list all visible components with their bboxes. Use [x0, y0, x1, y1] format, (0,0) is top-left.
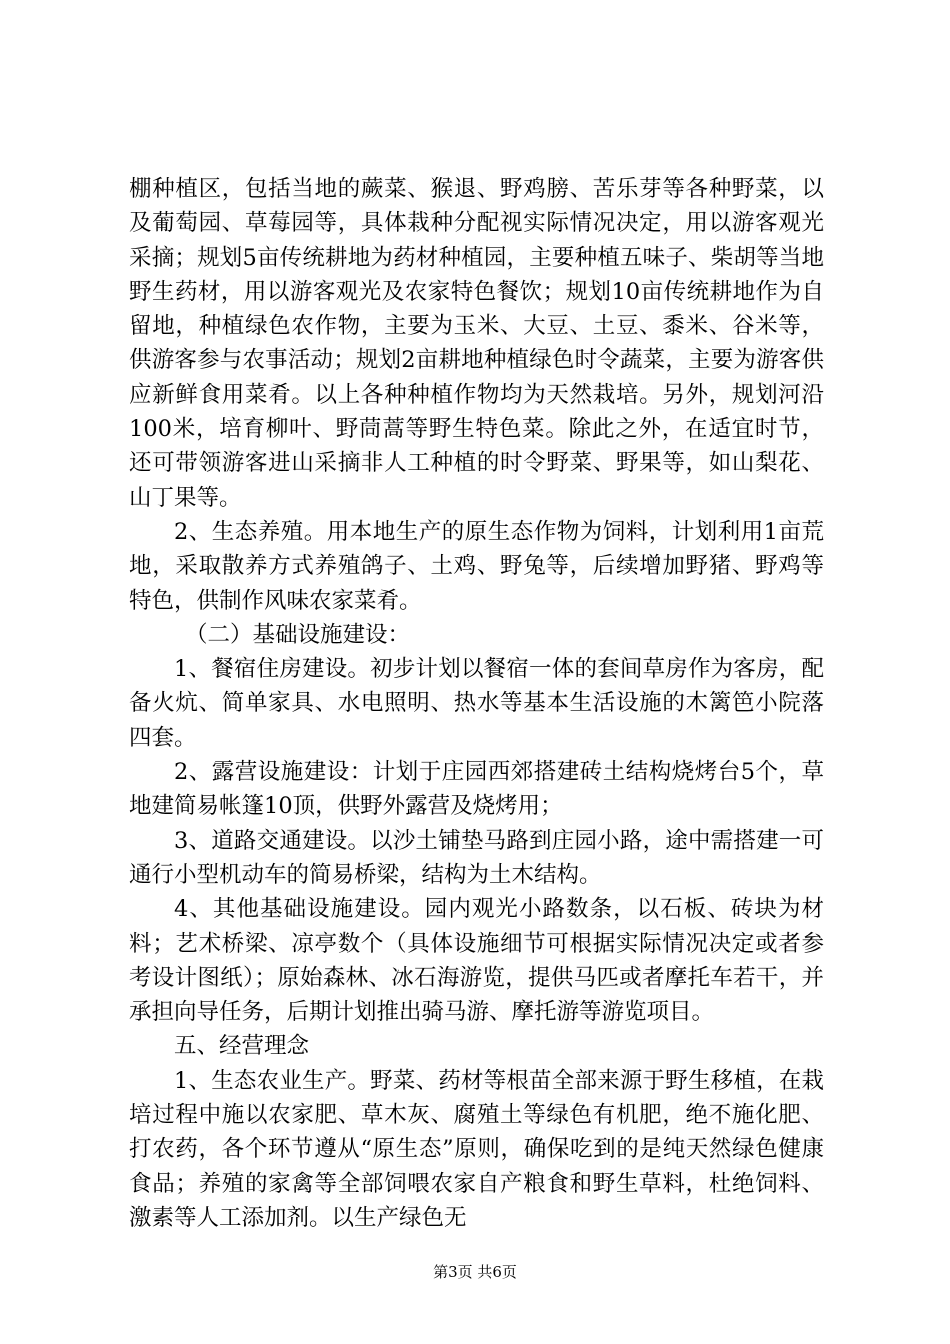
paragraph-lodging-construction: 1、餐宿住房建设。初步计划以餐宿一体的套间草房作为客房，配备火炕、简单家具、水电照明、热水等基本生活设施的木篱笆小院落四套。	[129, 656, 824, 751]
page-number-footer: 第3页 共6页	[433, 1263, 517, 1281]
paragraph-other-infrastructure: 4、其他基础设施建设。园内观光小路数条，以石板、砖块为材料；艺术桥梁、凉亭数个（具体设施细节可根据实际情况决定或者参考设计图纸）；原始森林、冰石海游览，提供马匹或者摩托车若干，并承担向导任务，后期计划推出骑马游、摩托游等游览项目。	[129, 896, 824, 1026]
paragraph-camping-facilities: 2、露营设施建设：计划于庄园西郊搭建砖土结构烧烤台5个，草地建简易帐篷10顶，供野外露营及烧烤用；	[129, 759, 824, 820]
section-heading-business-philosophy: 五、经营理念	[174, 1033, 310, 1060]
section-heading-infrastructure: （二）基础设施建设：	[185, 621, 411, 648]
document-body	[129, 172, 824, 1235]
paragraph-road-construction: 3、道路交通建设。以沙土铺垫马路到庄园小路，途中需搭建一可通行小型机动车的简易桥梁，结构为土木结构。	[129, 827, 824, 888]
paragraph-planting-continued: 棚种植区，包括当地的蕨菜、猴退、野鸡膀、苦乐芽等各种野菜，以及葡萄园、草莓园等，具体栽种分配视实际情况决定，用以游客观光采摘；规划5亩传统耕地为药材种植园，主要种植五味子、柴胡等当地野生药材，用以游客观光及农家特色餐饮；规划10亩传统耕地作为自留地，种植绿色农作物，主要为玉米、大豆、土豆、黍米、谷米等，供游客参与农事活动；规划2亩耕地种植绿色时令蔬菜，主要为游客供应新鲜食用菜肴。以上各种种植作物均为天然栽培。另外，规划河沿100米，培育柳叶、野茼蒿等野生特色菜。除此之外，在适宜时节，还可带领游客进山采摘非人工种植的时令野菜、野果等，如山梨花、山丁果等。	[129, 176, 824, 511]
paragraph-ecological-agriculture: 1、生态农业生产。野菜、药材等根苗全部来源于野生移植，在栽培过程中施以农家肥、草木灰、腐殖土等绿色有机肥，绝不施化肥、打农药，各个环节遵从“原生态”原则，确保吃到的是纯天然绿色健康食品；养殖的家禽等全部饲喂农家自产粮食和野生草料，杜绝饲料、激素等人工添加剂。以生产绿色无	[129, 1067, 824, 1231]
paragraph-ecological-breeding: 2、生态养殖。用本地生产的原生态作物为饲料，计划利用1亩荒地，采取散养方式养殖鸽子、土鸡、野兔等，后续增加野猪、野鸡等特色，供制作风味农家菜肴。	[129, 518, 824, 614]
